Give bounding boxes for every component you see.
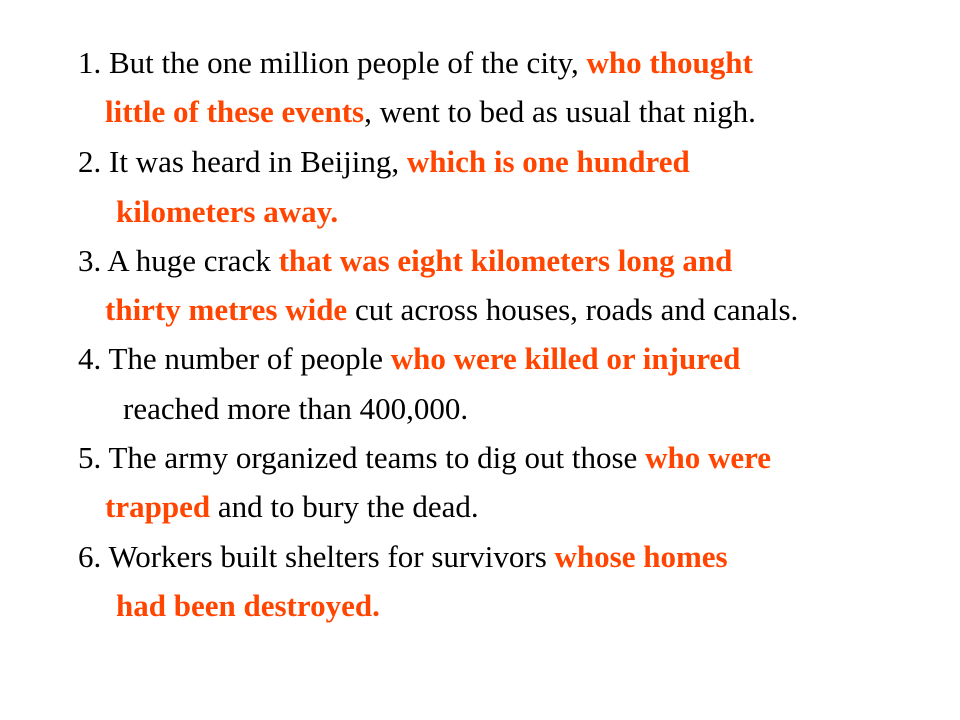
item-3-clause-cont: thirty metres wide — [105, 292, 348, 327]
item-2-line-1 — [78, 142, 690, 182]
item-4-text: 4. The number of people — [78, 341, 391, 376]
item-6-text: 6. Workers built shelters for survivors — [78, 539, 555, 574]
item-5-clause: who were — [645, 440, 772, 475]
item-1-text-cont: , went to bed as usual that nigh. — [364, 94, 756, 129]
item-1-text: 1. But the one million people of the city, — [78, 45, 587, 80]
item-5-clause-cont: trapped — [105, 489, 211, 524]
item-4-line-2 — [123, 389, 468, 429]
item-5-text-cont: and to bury the dead. — [210, 489, 479, 524]
item-3-line-1 — [78, 241, 732, 281]
item-3-text: 3. A huge crack — [78, 243, 279, 278]
item-2-clause: which is one hundred — [406, 144, 690, 179]
item-2-line-2 — [116, 192, 338, 232]
item-2-clause-cont: kilometers away. — [116, 194, 339, 229]
item-3-line-2 — [105, 290, 798, 330]
item-6-clause: whose homes — [554, 539, 728, 574]
item-1-line-2 — [105, 92, 756, 132]
item-6-line-2 — [116, 586, 380, 626]
item-5-text: 5. The army organized teams to dig out those — [78, 440, 646, 475]
item-6-line-1 — [78, 537, 728, 577]
item-3-text-cont: cut across houses, roads and canals. — [347, 292, 799, 327]
item-5-line-2 — [105, 487, 479, 527]
item-4-line-1 — [78, 339, 740, 379]
item-3-clause: that was eight kilometers long and — [278, 243, 733, 278]
item-4-clause: who were killed or injured — [390, 341, 741, 376]
item-4-text-cont: reached more than 400,000. — [123, 391, 469, 426]
item-2-text: 2. It was heard in Beijing, — [78, 144, 407, 179]
item-6-clause-cont: had been destroyed. — [116, 588, 380, 623]
item-1-clause: who thought — [586, 45, 753, 80]
item-5-line-1 — [78, 438, 771, 478]
item-1-line-1 — [78, 43, 753, 83]
item-1-clause-cont: little of these events — [105, 94, 365, 129]
